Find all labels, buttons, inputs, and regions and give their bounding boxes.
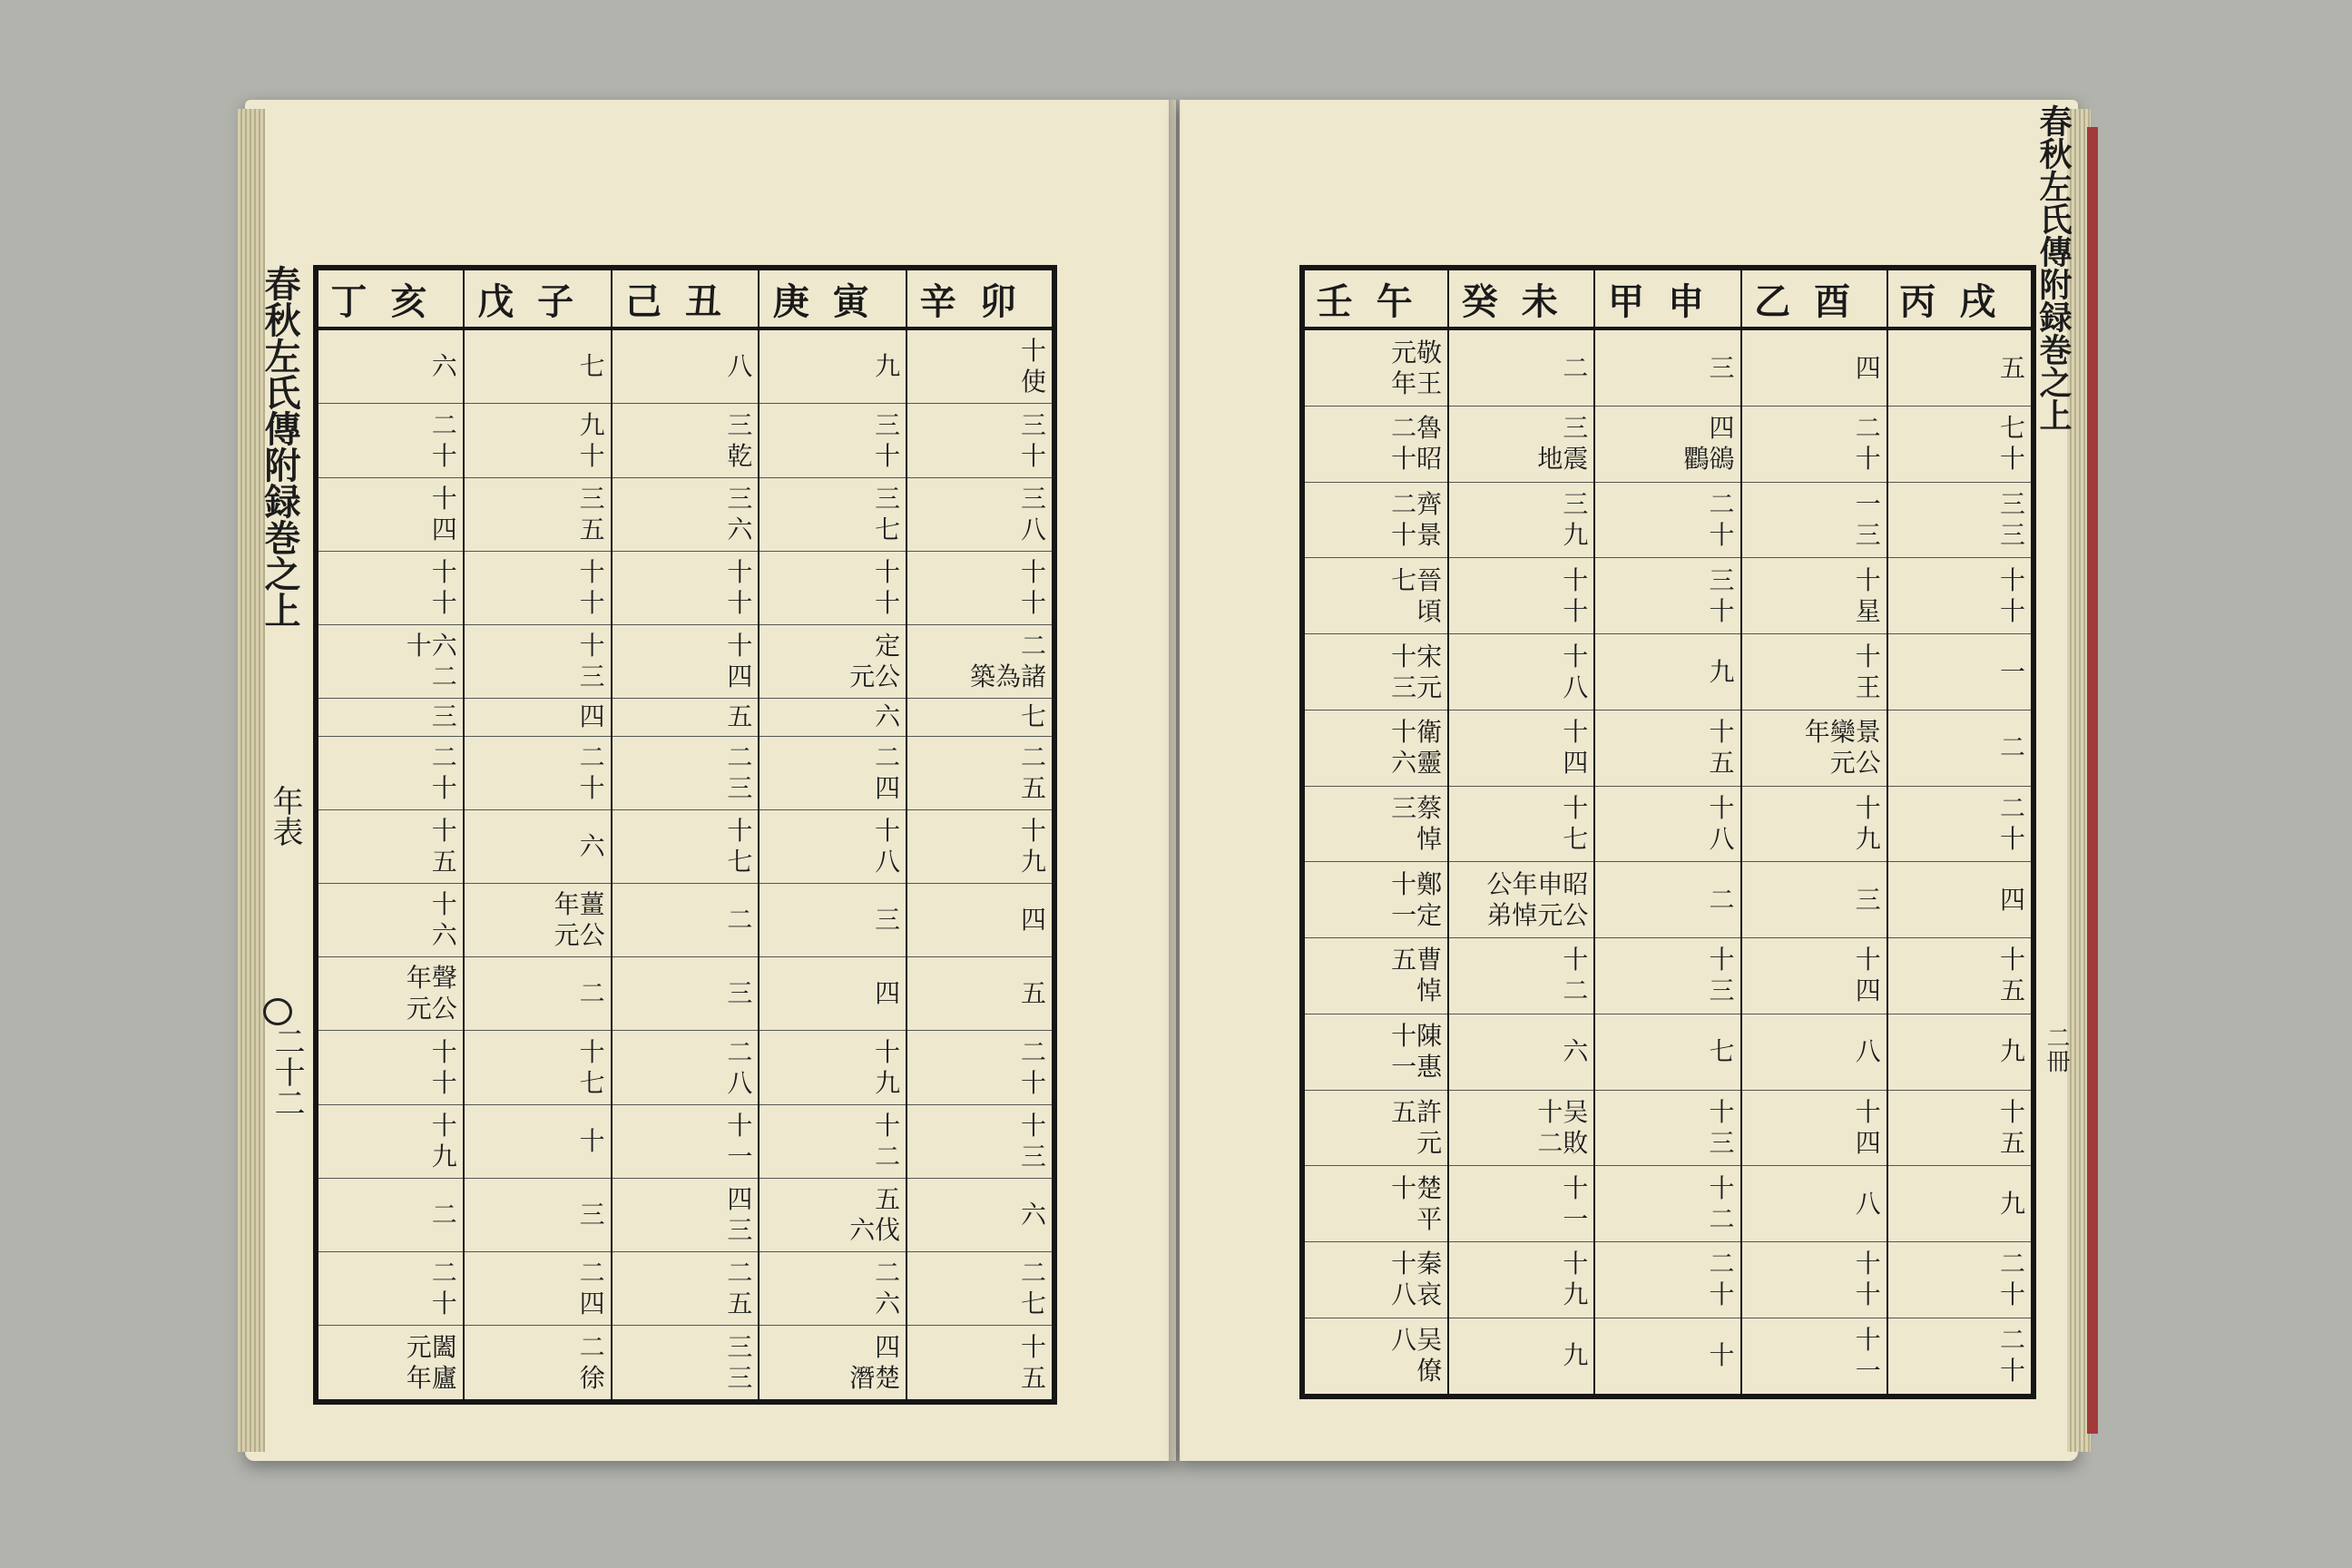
table-row [316,1326,1054,1402]
year-header: 戊子 [464,268,612,328]
table-cell: 二齊 十景 [1302,482,1448,558]
right-chronology-table [1299,265,2036,1399]
table-cell: 十 [464,1104,612,1178]
table-row [1302,710,2034,786]
table-cell: 九 [759,328,906,404]
table-cell: 十鄭 一定 [1302,862,1448,938]
table-cell: 四 [906,883,1054,956]
table-cell: 四 潛楚 [759,1326,906,1402]
right-header-row [1302,268,2034,328]
table-cell: 十 十 [1741,1241,1887,1318]
table-cell: 二 四 [464,1252,612,1326]
table-cell: 十 三 [464,625,612,699]
table-cell: 五 [1887,328,2034,407]
table-cell: 七 [464,328,612,404]
table-cell: 八吴 僚 [1302,1318,1448,1396]
table-cell: 十 四 [1448,710,1594,786]
table-row [1302,938,2034,1014]
table-row [1302,558,2034,634]
table-cell: 二 十 [1887,1318,2034,1396]
table-cell: 八 [1741,1166,1887,1242]
table-cell: 十 十 [316,1031,464,1104]
table-cell: 九 [1887,1166,2034,1242]
table-cell: 二 十 [316,404,464,477]
table-cell: 元闔 年廬 [316,1326,464,1402]
table-row [316,1031,1054,1104]
left-section-label: 年表 [267,785,303,847]
table-cell: 四 [759,957,906,1031]
red-cover-edge [2087,127,2098,1434]
table-cell: 元敬 年王 [1302,328,1448,407]
table-cell: 六 [759,699,906,736]
table-row [316,699,1054,736]
table-row [316,551,1054,624]
table-cell: 十 二 [759,1104,906,1178]
table-cell: 十 一 [612,1104,760,1178]
table-cell: 二 十 [316,1252,464,1326]
table-row [316,404,1054,477]
year-header: 丁亥 [316,268,464,328]
table-cell: 三 五 [464,477,612,551]
table-row [1302,634,2034,710]
table-cell: 三 三 [1887,482,2034,558]
table-cell: 十 十 [1887,558,2034,634]
table-cell: 二 十 [316,736,464,809]
table-cell: 十 五 [1594,710,1740,786]
table-cell: 三 [759,883,906,956]
table-cell: 二 [1594,862,1740,938]
year-header: 乙酉 [1741,268,1887,328]
year-header: 庚寅 [759,268,906,328]
table-cell: 四 [1741,328,1887,407]
table-cell: 十 十 [906,551,1054,624]
table-cell: 六 [464,809,612,883]
table-cell: 十 八 [1448,634,1594,710]
table-cell: 八 [612,328,760,404]
table-cell: 十 二 [1594,1166,1740,1242]
table-cell: 十 五 [1887,938,2034,1014]
table-cell: 十 四 [1741,938,1887,1014]
table-cell: 二 十 [1741,407,1887,483]
table-cell: 二 [612,883,760,956]
table-cell: 九 [1448,1318,1594,1396]
table-row [1302,1014,2034,1090]
table-cell: 十 使 [906,328,1054,404]
year-header: 己丑 [612,268,760,328]
table-cell: 三 六 [612,477,760,551]
table-row [1302,786,2034,862]
table-cell: 二 十 [464,736,612,809]
table-cell: 十 一 [1448,1166,1594,1242]
table-cell: 十 四 [1741,1090,1887,1166]
table-cell: 三 [1741,862,1887,938]
left-margin-title: 春秋左氏傳附録巻之上 [259,265,301,628]
table-cell: 五許 元 [1302,1090,1448,1166]
table-cell: 二 [316,1178,464,1251]
table-cell: 二 [464,957,612,1031]
table-row [1302,1241,2034,1318]
table-cell: 十 三 [906,1104,1054,1178]
table-cell: 八 [1741,1014,1887,1090]
table-cell: 三 地震 [1448,407,1594,483]
table-cell: 二 八 [612,1031,760,1104]
table-cell: 十衛 六靈 [1302,710,1448,786]
table-cell: 二 十 [1594,482,1740,558]
table-cell: 三 七 [759,477,906,551]
table-row [316,1104,1054,1178]
table-cell: 七 [1594,1014,1740,1090]
table-cell: 十 九 [759,1031,906,1104]
table-cell: 年欒景 元公 [1741,710,1887,786]
table-row [1302,482,2034,558]
table-cell: 五 [906,957,1054,1031]
table-cell: 十 四 [612,625,760,699]
table-cell: 九 [1594,634,1740,710]
table-cell: 五曹 悼 [1302,938,1448,1014]
table-cell: 三 八 [906,477,1054,551]
table-cell: 二 [1448,328,1594,407]
table-cell: 十 九 [316,1104,464,1178]
table-cell: 十吴 二敗 [1448,1090,1594,1166]
table-row [1302,328,2034,407]
table-cell: 一 三 [1741,482,1887,558]
table-cell: 十陳 一惠 [1302,1014,1448,1090]
fish-tail-mark [263,998,292,1025]
table-cell: 四 [464,699,612,736]
table-cell: 三 乾 [612,404,760,477]
table-row [1302,1166,2034,1242]
table-row [1302,1318,2034,1396]
table-cell: 十 四 [316,477,464,551]
table-cell: 二 四 [759,736,906,809]
table-cell: 五 六伐 [759,1178,906,1251]
table-cell: 年薑 元公 [464,883,612,956]
left-header-row [316,268,1054,328]
table-cell: 三 [464,1178,612,1251]
table-cell: 三 十 [1594,558,1740,634]
year-header: 甲申 [1594,268,1740,328]
left-folio-number: 二十二 [269,1025,305,1118]
table-cell: 十 九 [1448,1241,1594,1318]
table-row [316,328,1054,404]
table-cell: 二 五 [612,1252,760,1326]
table-row [316,883,1054,956]
table-cell: 二 十 [1594,1241,1740,1318]
table-cell: 公年申昭 弟悼元公 [1448,862,1594,938]
table-cell: 十六 二 [316,625,464,699]
table-cell: 十 二 [1448,938,1594,1014]
table-cell: 四 [1887,862,2034,938]
table-row [316,1178,1054,1251]
table-cell: 七 [906,699,1054,736]
table-cell: 三蔡 悼 [1302,786,1448,862]
table-cell: 十秦 八哀 [1302,1241,1448,1318]
table-cell: 六 [1448,1014,1594,1090]
table-cell: 十 三 [1594,1090,1740,1166]
table-cell: 十 星 [1741,558,1887,634]
table-cell: 九 [1887,1014,2034,1090]
table-row [316,625,1054,699]
table-cell: 十 十 [1448,558,1594,634]
table-cell: 三 [1594,328,1740,407]
table-cell: 二魯 十昭 [1302,407,1448,483]
book-gutter [1169,100,1191,1461]
table-cell: 十 九 [1741,786,1887,862]
table-row [1302,862,2034,938]
table-cell: 十 一 [1741,1318,1887,1396]
table-cell: 二 六 [759,1252,906,1326]
year-header: 壬午 [1302,268,1448,328]
table-row [316,1252,1054,1326]
table-cell: 二 十 [906,1031,1054,1104]
table-cell: 十 七 [1448,786,1594,862]
table-cell: 三 十 [759,404,906,477]
table-cell: 十 九 [906,809,1054,883]
table-cell: 年聲 元公 [316,957,464,1031]
table-cell: 十 十 [316,551,464,624]
table-cell: 十 八 [1594,786,1740,862]
table-cell: 二 五 [906,736,1054,809]
table-cell: 三 [316,699,464,736]
table-cell: 二 三 [612,736,760,809]
table-row [316,809,1054,883]
table-cell: 十 三 [1594,938,1740,1014]
table-cell: 七 十 [1887,407,2034,483]
table-row [1302,1090,2034,1166]
table-cell: 二 [1887,710,2034,786]
table-cell: 定 元公 [759,625,906,699]
table-cell: 六 [316,328,464,404]
table-cell: 三 [612,957,760,1031]
year-header: 癸未 [1448,268,1594,328]
table-row [1302,407,2034,483]
table-cell: 十 七 [464,1031,612,1104]
table-cell: 七晉 頃 [1302,558,1448,634]
year-header: 辛卯 [906,268,1054,328]
table-cell: 十 五 [906,1326,1054,1402]
table-cell: 十 [1594,1318,1740,1396]
table-cell: 十 十 [759,551,906,624]
table-cell: 十 十 [464,551,612,624]
table-cell: 十 七 [612,809,760,883]
table-cell: 五 [612,699,760,736]
left-chronology-table [313,265,1057,1405]
table-cell: 十 王 [1741,634,1887,710]
right-volume-label: 二冊 [2043,1025,2070,1073]
table-cell: 二 十 [1887,1241,2034,1318]
table-cell: 十宋 三元 [1302,634,1448,710]
table-cell: 四 鸜鵒 [1594,407,1740,483]
table-row [316,957,1054,1031]
table-cell: 十楚 平 [1302,1166,1448,1242]
table-cell: 十 六 [316,883,464,956]
table-cell: 一 [1887,634,2034,710]
table-cell: 十 五 [316,809,464,883]
table-cell: 二 徐 [464,1326,612,1402]
table-cell: 四 三 [612,1178,760,1251]
table-cell: 二 七 [906,1252,1054,1326]
table-row [316,477,1054,551]
table-cell: 二 十 [1887,786,2034,862]
table-row [316,736,1054,809]
table-cell: 三 九 [1448,482,1594,558]
table-cell: 六 [906,1178,1054,1251]
table-cell: 九 十 [464,404,612,477]
right-margin-title: 春秋左氏傳附録巻之上 [2034,104,2073,431]
table-cell: 十 十 [612,551,760,624]
table-cell: 三 三 [612,1326,760,1402]
year-header: 丙戌 [1887,268,2034,328]
table-cell: 三 十 [906,404,1054,477]
table-cell: 十 五 [1887,1090,2034,1166]
table-cell: 二 築為諸 [906,625,1054,699]
table-cell: 十 八 [759,809,906,883]
